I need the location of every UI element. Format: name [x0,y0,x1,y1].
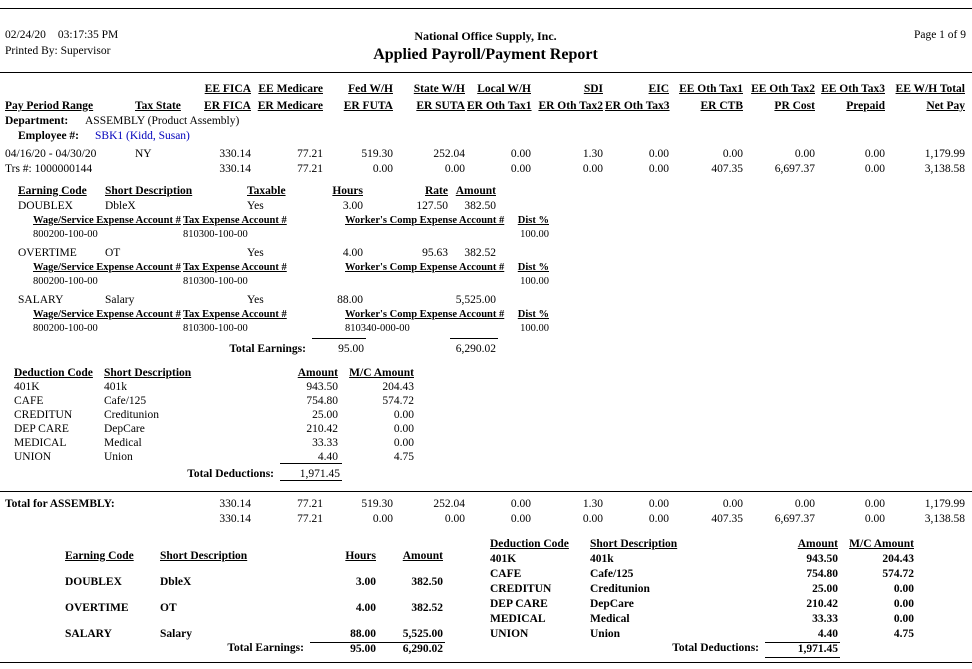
earning-desc: OT [160,601,177,614]
earning-amount: 5,525.00 [402,627,443,640]
tax-cell: 0.00 [864,512,885,525]
tax-account: 810300-100-00 [183,276,248,287]
earning-desc: Salary [160,627,192,640]
deduction-amount: 25.00 [312,408,338,421]
col-header-ee-oth-tax3: EE Oth Tax3 [821,83,885,95]
summary-total-deductions-label: Total Deductions: [672,641,759,654]
deduction-header-row [14,363,416,379]
wc-account [345,226,517,240]
earnings-header-hours: Hours [332,185,363,197]
deduction-code: DEP CARE [490,597,548,610]
tax-cell: 0.00 [582,163,603,175]
summary-deduction-row [490,565,916,580]
deduction-desc: 401k [590,552,614,565]
deduction-desc: Cafe/125 [104,394,147,407]
summary-earn-header-desc: Short Description [160,549,248,562]
summary-total-deductions-amount: 1,971.45 [765,642,840,658]
deduction-header-mc: M/C Amount [349,366,414,379]
tax-cell: 0.00 [444,512,465,525]
tax-cell: 0.00 [582,512,603,525]
deduction-row [14,435,416,449]
earning-rate: 95.63 [422,247,448,259]
summary-totals-row [0,642,972,659]
earning-hours: 4.00 [355,601,376,614]
earning-amount: 5,525.00 [455,294,496,306]
header-left [5,29,255,64]
col-header-ee-fica: EE FICA [204,83,251,95]
col-header-prepaid: Prepaid [846,100,885,112]
tax-cell: 0.00 [864,163,885,175]
report-header [0,29,972,64]
earning-code: DOUBLEX [18,200,73,212]
col-header-ee-wh-total: EE W/H Total [895,83,965,95]
earning-amount: 382.52 [464,247,496,259]
earning-hours: 88.00 [350,627,376,640]
tax-header-row-er [5,95,967,112]
deduction-code: UNION [14,450,52,463]
earning-hours: 88.00 [337,294,363,306]
deduction-amount: 943.50 [306,380,338,393]
earnings-header-amount: Amount [455,185,496,197]
earning-row [18,291,498,306]
department-total-row-ee [5,495,967,510]
header-divider [0,72,972,73]
summary-earning-row [65,588,445,614]
summary-earn-header-amount: Amount [402,549,443,562]
deduction-mc: 0.00 [893,597,914,610]
tax-column-headers [5,78,967,112]
employee-row [18,130,972,145]
summary-total-earnings-label: Total Earnings: [227,641,304,654]
deduction-amount: 4.40 [817,627,838,640]
earning-item [0,291,972,334]
deduction-mc: 0.00 [393,408,414,421]
deduction-code: UNION [490,627,529,640]
summary-total-earnings-amount: 6,290.02 [378,642,445,658]
earnings-headers [18,181,498,197]
summary-ded-header-amount: Amount [797,537,838,550]
deductions-table [14,363,416,463]
earnings-header-code: Earning Code [18,185,87,197]
acct-header-wc: Worker's Comp Expense Account # [345,309,505,320]
summary-ded-header-code: Deduction Code [490,537,569,550]
col-header-tax-state: Tax State [135,100,181,112]
department-total-rows [5,495,967,525]
earnings-header-desc: Short Description [105,185,193,197]
department-label: Department: [5,115,69,127]
tax-state-value: NY [135,148,152,160]
department-total-row-er [5,510,967,525]
dist-percent: 100.00 [520,276,549,287]
col-header-state-wh: State W/H [413,83,465,95]
deduction-row [14,379,416,393]
tax-cell: 0.00 [794,497,815,510]
tax-cell: 519.30 [361,148,393,160]
earning-desc: OT [105,247,121,259]
total-earnings-amount: 6,290.02 [450,339,498,355]
tax-cell: 0.00 [372,163,393,175]
summary-deduction-row [490,550,916,565]
wage-account: 800200-100-00 [33,276,98,287]
col-header-ee-oth-tax1: EE Oth Tax1 [679,83,743,95]
col-header-pr-cost: PR Cost [774,100,815,112]
tax-cell: 6,697.37 [774,163,815,175]
total-earnings-row [18,338,498,355]
acct-header-dist: Dist % [517,262,549,273]
tax-cell: 0.00 [864,148,885,160]
col-header-local-wh: Local W/H [477,83,531,95]
tax-cell: 0.00 [444,163,465,175]
deduction-desc: Medical [590,612,630,625]
acct-header-wage: Wage/Service Expense Account # [33,262,181,273]
department-value: ASSEMBLY (Product Assembly) [85,115,240,127]
report-title: Applied Payroll/Payment Report [373,46,598,63]
top-divider [0,8,972,9]
earning-item [0,197,972,240]
deduction-code: CAFE [14,394,44,407]
acct-header-wc: Worker's Comp Expense Account # [345,262,505,273]
printed-by: Printed By: Supervisor [5,45,111,57]
summary-total-earnings-hours: 95.00 [310,642,378,658]
acct-header-dist: Dist % [517,215,549,226]
deduction-amount: 4.40 [317,450,338,463]
wc-account [345,273,517,287]
col-header-er-ctb: ER CTB [700,100,743,112]
tax-cell: 77.21 [297,512,323,525]
deduction-code: 401K [490,552,517,565]
summary-ded-header-desc: Short Description [590,537,678,550]
deduction-desc: DepCare [590,597,634,610]
employee-tax-row-ee [5,145,967,160]
tax-cell: 407.35 [711,512,743,525]
totals-divider [0,491,972,492]
earning-hours: 4.00 [342,247,363,259]
header-center [255,29,716,64]
tax-account: 810300-100-00 [183,323,248,334]
deduction-amount: 210.42 [306,422,338,435]
deduction-code: CREDITUN [14,408,73,421]
summary-earning-row [65,614,445,640]
deduction-mc: 574.72 [382,394,414,407]
tax-cell: 1.30 [582,148,603,160]
deduction-code: CREDITUN [490,582,552,595]
tax-cell: 0.00 [510,497,531,510]
company-name: National Office Supply, Inc. [414,29,557,43]
earning-taxable: Yes [247,200,264,212]
earning-row [18,197,498,212]
deduction-row [14,393,416,407]
deduction-code: 401K [14,380,40,393]
acct-header-dist: Dist % [517,309,549,320]
earning-item [0,244,972,287]
col-header-er-oth-tax1: ER Oth Tax1 [467,100,532,112]
tax-cell: 0.00 [510,163,531,175]
tax-cell: 0.00 [794,148,815,160]
deduction-header-desc: Short Description [104,366,192,379]
acct-header-tax: Tax Expense Account # [183,309,287,320]
earning-desc: DbleX [160,575,192,588]
deduction-header-amount: Amount [297,366,338,379]
tax-cell: 330.14 [219,512,251,525]
deduction-code: MEDICAL [14,436,67,449]
wage-account: 800200-100-00 [33,323,98,334]
deduction-desc: Union [104,450,133,463]
earning-hours: 3.00 [355,575,376,588]
tax-cell: 0.00 [864,497,885,510]
earning-code: DOUBLEX [65,575,122,588]
earning-taxable: Yes [247,247,264,259]
employee-label: Employee #: [18,130,80,142]
col-header-ee-oth-tax2: EE Oth Tax2 [751,83,815,95]
col-header-er-fica: ER FICA [204,100,251,112]
col-header-er-oth-tax2: ER Oth Tax2 [538,100,603,112]
tax-cell: 6,697.37 [774,512,815,525]
col-header-fed-wh: Fed W/H [348,83,393,95]
tax-cell: 77.21 [297,497,323,510]
employee-link[interactable]: SBK1 (Kidd, Susan) [95,130,190,142]
earnings-header-taxable: Taxable [247,185,286,197]
wage-account: 800200-100-00 [33,229,98,240]
tax-cell: 77.21 [297,163,323,175]
summary-deductions-table [490,533,916,640]
deduction-desc: Cafe/125 [590,567,634,580]
department-total-label: Total for ASSEMBLY: [5,497,115,510]
deduction-desc: Creditunion [104,408,159,421]
deduction-mc: 0.00 [893,612,914,625]
earnings-header-rate: Rate [425,185,448,197]
earning-rate: 127.50 [416,200,448,212]
deduction-row [14,421,416,435]
earning-code: OVERTIME [65,601,129,614]
total-deductions-amount: 1,971.45 [280,463,342,480]
total-earnings-hours: 95.00 [312,339,366,355]
tax-cell: 330.14 [219,163,251,175]
tax-header-row-ee [5,78,967,95]
tax-cell: 0.00 [372,512,393,525]
tax-cell: 0.00 [648,497,669,510]
deduction-amount: 754.80 [806,567,838,580]
bottom-divider [0,662,972,663]
acct-header-wage: Wage/Service Expense Account # [33,309,181,320]
earning-row [18,244,498,259]
deduction-mc: 0.00 [893,582,914,595]
deduction-mc: 0.00 [393,436,414,449]
tax-cell: 0.00 [648,512,669,525]
deduction-header-code: Deduction Code [14,366,93,379]
tax-cell: 407.35 [711,163,743,175]
tax-cell: 0.00 [648,148,669,160]
tax-cell: 3,138.58 [924,163,965,175]
trs-number: Trs #: 1000000144 [5,163,93,175]
total-earnings-label: Total Earnings: [229,342,306,355]
deduction-row [14,407,416,421]
account-value-row [33,320,551,334]
tax-cell: 330.14 [219,148,251,160]
earning-taxable: Yes [247,294,264,306]
wc-account: 810340-000-00 [345,323,410,334]
deduction-mc: 204.43 [882,552,914,565]
page-number: Page 1 of 9 [913,29,966,41]
deduction-desc: 401k [104,380,127,393]
col-header-er-oth-tax3: ER Oth Tax3 [605,100,670,112]
deduction-code: MEDICAL [490,612,546,625]
col-header-ee-medicare: EE Medicare [258,83,323,95]
report-time: 03:17:35 PM [57,29,119,41]
summary-earnings-table [65,533,445,640]
pay-period-range: 04/16/20 - 04/30/20 [5,148,97,160]
summary-earning-row [65,562,445,588]
earning-desc: DbleX [105,200,136,212]
tax-cell: 0.00 [510,148,531,160]
report-date: 02/24/20 [5,29,46,41]
deduction-mc: 0.00 [393,422,414,435]
col-header-pay-period-range: Pay Period Range [5,100,94,112]
summary-earn-header-code: Earning Code [65,549,134,562]
tax-cell: 0.00 [510,512,531,525]
summary-earn-header-hours: Hours [345,549,376,562]
deduction-desc: DepCare [104,422,145,435]
employee-tax-rows [5,145,967,175]
deduction-mc: 4.75 [893,627,914,640]
acct-header-wc: Worker's Comp Expense Account # [345,215,505,226]
earning-amount: 382.50 [464,200,496,212]
tax-cell: 519.30 [361,497,393,510]
col-header-er-suta: ER SUTA [416,100,465,112]
earning-amount: 382.50 [411,575,443,588]
tax-cell: 252.04 [433,497,465,510]
tax-cell: 1,179.99 [924,148,965,160]
account-header-row [33,306,551,320]
deduction-mc: 204.43 [382,380,414,393]
deduction-desc: Creditunion [590,582,650,595]
summary-deduction-row [490,595,916,610]
tax-account: 810300-100-00 [183,229,248,240]
earning-amount: 382.52 [411,601,443,614]
col-header-eic: EIC [648,83,669,95]
tax-cell: 77.21 [297,148,323,160]
col-header-net-pay: Net Pay [926,100,965,112]
total-deductions-label: Total Deductions: [187,468,274,480]
summary-deduction-row [490,625,916,640]
summary-deduction-row [490,580,916,595]
tax-cell: 330.14 [219,497,251,510]
tax-cell: 1,179.99 [924,497,965,510]
summary-deductions-header-row [490,533,916,550]
dist-percent: 100.00 [520,229,549,240]
col-header-er-futa: ER FUTA [343,100,393,112]
deduction-code: DEP CARE [14,422,69,435]
tax-cell: 3,138.58 [924,512,965,525]
deduction-mc: 574.72 [882,567,914,580]
deduction-amount: 210.42 [806,597,838,610]
deduction-row [14,449,416,463]
deduction-amount: 943.50 [806,552,838,565]
earning-code: SALARY [65,627,112,640]
tax-cell: 252.04 [433,148,465,160]
dist-percent: 100.00 [520,323,549,334]
department-row [5,115,972,130]
earning-code: OVERTIME [18,247,77,259]
summary-earnings-header-row [65,533,445,562]
department-summary [0,533,972,640]
earning-hours: 3.00 [342,200,363,212]
earning-code: SALARY [18,294,64,306]
tax-cell: 0.00 [722,148,743,160]
acct-header-tax: Tax Expense Account # [183,262,287,273]
deduction-code: CAFE [490,567,522,580]
total-deductions-row [14,463,416,481]
tax-cell: 0.00 [648,163,669,175]
account-header-row [33,259,551,273]
account-value-row [33,226,551,240]
tax-cell: 1.30 [582,497,603,510]
employee-tax-row-er [5,160,967,175]
deduction-desc: Medical [104,436,142,449]
col-header-er-medicare: ER Medicare [257,100,323,112]
earning-desc: Salary [105,294,135,306]
deduction-amount: 33.33 [312,436,338,449]
deduction-mc: 4.75 [393,450,414,463]
account-value-row [33,273,551,287]
acct-header-wage: Wage/Service Expense Account # [33,215,181,226]
account-header-row [33,212,551,226]
summary-ded-header-mc: M/C Amount [849,537,914,550]
deduction-amount: 33.33 [812,612,838,625]
tax-cell: 0.00 [722,497,743,510]
col-header-sdi: SDI [583,83,603,95]
summary-deduction-row [490,610,916,625]
earning-rate [365,291,450,306]
deduction-amount: 25.00 [812,582,838,595]
acct-header-tax: Tax Expense Account # [183,215,287,226]
deduction-desc: Union [590,627,621,640]
deduction-amount: 754.80 [306,394,338,407]
